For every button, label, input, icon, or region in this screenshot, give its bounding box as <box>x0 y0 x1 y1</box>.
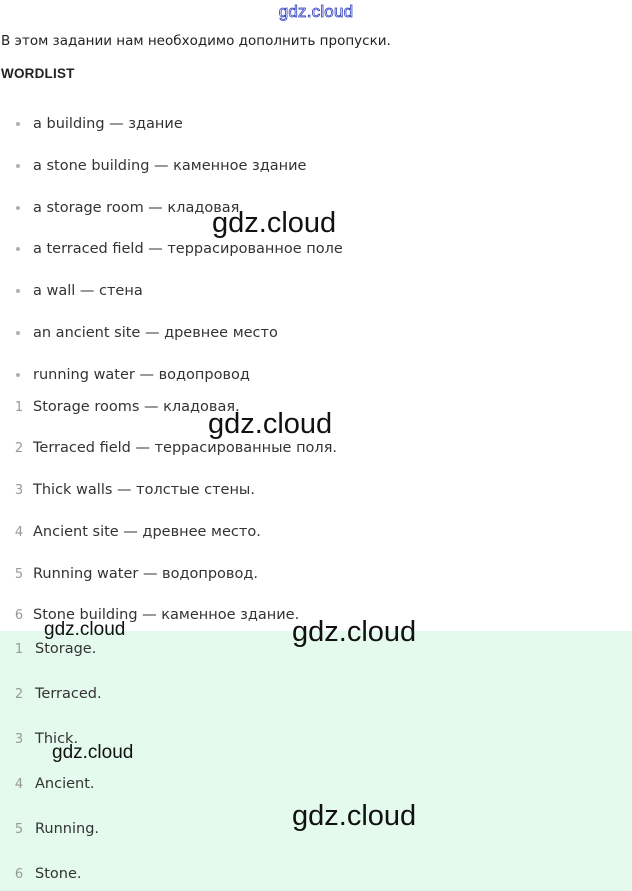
answer-number: 3 <box>14 731 24 747</box>
watermark: gdz.cloud <box>212 207 337 239</box>
item-text: Storage rooms — кладовая. <box>33 399 240 415</box>
list-item-text: a wall — стена <box>33 283 143 299</box>
answer-item <box>0 818 99 840</box>
answer-number: 5 <box>14 821 24 837</box>
answer-item <box>0 728 78 750</box>
watermark: gdz.cloud <box>292 800 417 832</box>
bullet-icon <box>0 289 33 293</box>
list-item <box>0 197 239 219</box>
watermark: gdz.cloud <box>52 742 134 763</box>
list-item-text: a stone building — каменное здание <box>33 158 307 174</box>
numbered-item <box>0 437 337 459</box>
answer-item <box>0 638 96 660</box>
item-text: Running water — водопровод. <box>33 566 258 582</box>
bullet-icon <box>0 206 33 210</box>
list-item <box>0 364 250 386</box>
answer-text: Ancient. <box>35 776 95 792</box>
bullet-icon <box>0 122 33 126</box>
list-item <box>0 113 183 135</box>
item-text: Stone building — каменное здание. <box>33 607 300 623</box>
item-number: 5 <box>14 566 24 582</box>
item-number: 3 <box>14 482 24 498</box>
answer-number: 1 <box>14 641 24 657</box>
answer-number: 4 <box>14 776 24 792</box>
site-logo[interactable]: gdz.cloud <box>278 2 354 21</box>
item-number: 6 <box>14 607 24 623</box>
list-item-text: an ancient site — древнее место <box>33 325 278 341</box>
answer-text: Thick. <box>35 731 79 747</box>
item-number: 1 <box>14 399 24 415</box>
list-item-text: a building — здание <box>33 116 183 132</box>
bullet-icon <box>0 164 33 168</box>
answer-text: Storage. <box>35 641 97 657</box>
answer-text: Terraced. <box>35 686 102 702</box>
item-number: 4 <box>14 524 24 540</box>
watermark: gdz.cloud <box>292 616 417 648</box>
item-text: Ancient site — древнее место. <box>33 524 261 540</box>
list-item-text: running water — водопровод <box>33 367 250 383</box>
answer-number: 2 <box>14 686 24 702</box>
bullet-icon <box>0 331 33 335</box>
numbered-item <box>0 521 261 543</box>
list-item <box>0 322 278 344</box>
answer-panel <box>0 631 632 891</box>
bullet-icon <box>0 247 33 251</box>
list-item <box>0 155 306 177</box>
answer-item <box>0 863 81 885</box>
answer-item <box>0 683 102 705</box>
numbered-item <box>0 479 255 501</box>
list-item-text: a terraced field — террасированное поле <box>33 241 343 257</box>
list-item <box>0 238 343 260</box>
list-item-text: a storage room — кладовая <box>33 200 240 216</box>
bullet-icon <box>0 373 33 377</box>
answer-item <box>0 773 95 795</box>
watermark: gdz.cloud <box>44 619 126 640</box>
list-item <box>0 280 143 302</box>
watermark: gdz.cloud <box>208 408 333 440</box>
answer-text: Running. <box>35 821 100 837</box>
task-intro: В этом задании нам необходимо дополнить пропуски. <box>1 33 391 49</box>
numbered-item <box>0 604 299 626</box>
item-text: Thick walls — толстые стены. <box>33 482 255 498</box>
answer-text: Stone. <box>35 866 82 882</box>
item-text: Terraced field — террасированные поля. <box>33 440 338 456</box>
numbered-item <box>0 563 258 585</box>
item-number: 2 <box>14 440 24 456</box>
answer-number: 6 <box>14 866 24 882</box>
numbered-item <box>0 396 240 418</box>
wordlist-heading: WORDLIST <box>1 66 75 81</box>
